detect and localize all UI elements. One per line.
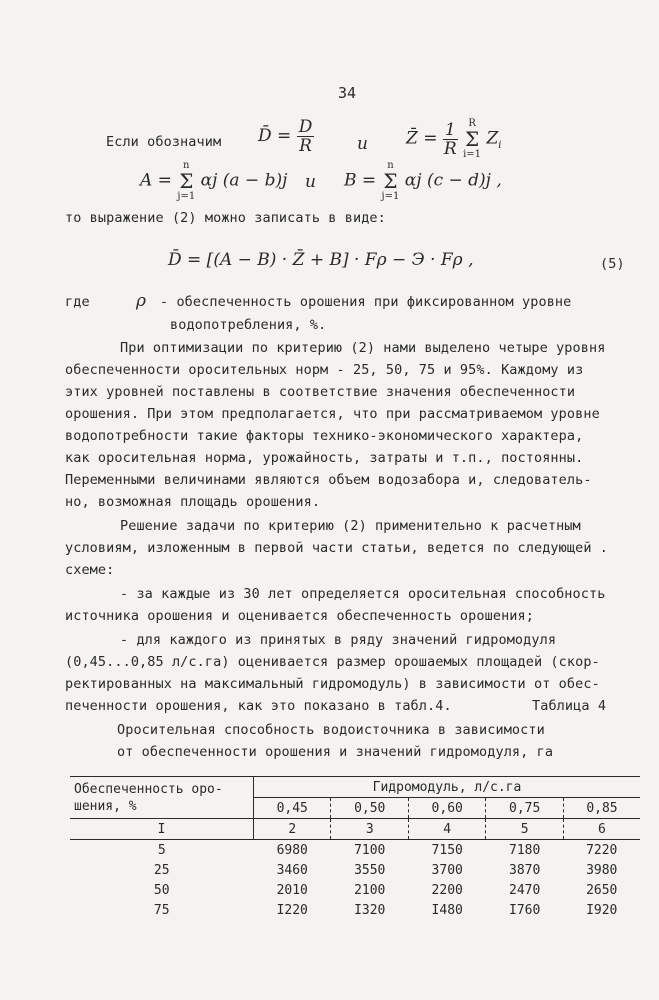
summation-sign: n Σ j=1 [177, 160, 196, 202]
column-number-cell: 3 [331, 819, 408, 840]
paragraph-1-line: водопотребности такие факторы технико-экономического характера, [65, 428, 584, 444]
table-cell: I220 [276, 902, 308, 918]
table-cell: 3980 [586, 862, 618, 878]
column-number-cell: 5 [486, 819, 563, 840]
module-header-cell: 0,50 [331, 798, 408, 819]
data-table [70, 776, 640, 920]
table-cell: I480 [431, 902, 463, 918]
where-symbol: ρ [136, 291, 146, 311]
formula-z-bar: Z̄ = $\frac{1}{R}$ R Σ i=1 $Z_i$ [406, 118, 502, 160]
formula-d-bar [258, 118, 314, 155]
fraction-numerator: 1 [444, 119, 456, 140]
table-cell: 2010 [276, 882, 308, 898]
formula-a [140, 160, 287, 202]
page-number: 34 [338, 84, 357, 102]
where-definition-line-2: водопотребления, %. [170, 317, 327, 333]
table-cell: 2470 [509, 882, 541, 898]
fraction-denominator: R [443, 138, 457, 159]
formula-5: D̄ = [(A − B) · Z̄ + B] · Fρ − Э · Fρ , [168, 250, 474, 270]
where-definition-line-1: - обеспеченность орошения при фиксированном уровне [160, 294, 572, 310]
bullet-2-line: ректированных на максимальный гидромодуль) в зависимости от обес- [65, 676, 600, 692]
module-header-cell: 0,75 [486, 798, 563, 819]
table-caption-line-2: от обеспеченности орошения и значений гидромодуля, га [117, 744, 554, 760]
table-cell: 3550 [354, 862, 386, 878]
table-cell: 2200 [431, 882, 463, 898]
column-number-row [70, 819, 640, 840]
column-number-cell: I [157, 821, 166, 837]
sum-lower-limit: j=1 [177, 191, 196, 202]
paragraph-2-line: Решение задачи по критерию (2) применительно к расчетным [120, 518, 581, 534]
paragraph-1-line: Переменными величинами являются объем водозабора и, следователь- [65, 472, 592, 488]
table-cell: 3870 [509, 862, 541, 878]
row-header-cell [70, 777, 254, 819]
formula-b-lhs: B = [344, 170, 377, 191]
formula-number: (5) [600, 256, 625, 272]
table-cell: 7100 [354, 842, 386, 858]
intro-text: Если обозначим [106, 134, 222, 150]
paragraph-1-line: При оптимизации по критерию (2) нами выделено четыре уровня [120, 340, 606, 356]
summation-sign: n Σ j=1 [381, 160, 400, 202]
bullet-2-line: печенности орошения, как это показано в табл.4. [65, 698, 452, 714]
formula-conjunction-2: и [305, 172, 316, 192]
table-row [70, 860, 640, 880]
bullet-2-line: (0,45...0,85 л/с.га) оценивается размер орошаемых площадей (скор- [65, 654, 600, 670]
fraction-denominator: R [299, 136, 312, 156]
module-header-cell: 0,85 [563, 798, 640, 819]
formula-d-bar-lhs: D̄ = [258, 126, 292, 146]
table-cell: 2650 [586, 882, 618, 898]
paragraph-1-line: но, возможная площадь орошения. [65, 494, 321, 510]
table-cell: 7220 [586, 842, 618, 858]
column-number-cell: 2 [254, 819, 331, 840]
text-then: то выражение (2) можно записать в виде: [65, 210, 386, 226]
sum-upper-limit: n [183, 160, 190, 171]
sum-lower-limit: i=1 [463, 149, 482, 160]
bullet-1-line: источника орошения и оценивается обеспеченность орошения; [65, 608, 534, 624]
summation-sign: R Σ i=1 [463, 118, 482, 160]
table-cell: I320 [354, 902, 386, 918]
table-cell: 7150 [431, 842, 463, 858]
formula-a-body: αj (a − b)j [200, 170, 288, 191]
paragraph-1-line: обеспеченности оросительных норм - 25, 50, 75 и 95%. Каждому из [65, 362, 584, 378]
bullet-2-line: - для каждого из принятых в ряду значений гидромодуля [120, 632, 557, 648]
table-caption-line-1: Оросительная способность водоисточника в зависимости [117, 722, 545, 738]
formula-z-fraction [443, 121, 458, 158]
formula-b [344, 160, 502, 202]
formula-d-fraction [297, 118, 315, 155]
column-number-cell: 4 [408, 819, 485, 840]
table-row [70, 900, 640, 920]
table-cell: 6980 [276, 842, 308, 858]
paragraph-1-line: как оросительная норма, урожайность, затраты и т.п., постоянны. [65, 450, 584, 466]
bullet-1-line: - за каждые из 30 лет определяется оросительная способность [120, 586, 606, 602]
table-cell: 75 [153, 902, 170, 918]
formula-z-bar-lhs: Z̄ = [406, 128, 438, 149]
paragraph-2-line: схеме: [65, 562, 115, 578]
sum-upper-limit: R [468, 118, 476, 129]
formula-b-body: αj (c − d)j , [404, 170, 502, 191]
row-header-line-1: Обеспеченность оро- [74, 781, 223, 797]
formula-conjunction-1: и [357, 134, 368, 154]
table-label: Таблица 4 [532, 698, 607, 714]
table-cell: I760 [509, 902, 541, 918]
fraction-numerator: D [298, 117, 313, 137]
table-cell: 2100 [354, 882, 386, 898]
module-header-cell: 0,45 [254, 798, 331, 819]
where-label: где [65, 294, 90, 310]
paragraph-2-line: условиям, изложенным в первой части статьи, ведется по следующей . [65, 540, 609, 556]
formula-a-lhs: A = [140, 170, 172, 191]
table-header-row [70, 777, 640, 798]
table-cell: 3460 [276, 862, 308, 878]
paragraph-1-line: орошения. При этом предполагается, что при рассматриваемом уровне [65, 406, 600, 422]
table-row [70, 840, 640, 861]
table-cell: 25 [153, 862, 170, 878]
formula-z-term: Z [486, 128, 499, 149]
table-cell: 7180 [509, 842, 541, 858]
table-cell: 50 [153, 882, 170, 898]
column-number-cell: 6 [563, 819, 640, 840]
table-cell: 5 [157, 842, 166, 858]
sum-lower-limit: j=1 [381, 191, 400, 202]
table-row [70, 880, 640, 900]
row-header-line-2: шения, % [74, 798, 137, 814]
group-header-cell: Гидромодуль, л/с.га [254, 777, 641, 798]
table-cell: 3700 [431, 862, 463, 878]
sum-upper-limit: n [387, 160, 394, 171]
module-header-cell: 0,60 [408, 798, 485, 819]
paragraph-1-line: этих уровней поставлены в соответствие значения обеспеченности [65, 384, 576, 400]
table-cell: I920 [586, 902, 618, 918]
